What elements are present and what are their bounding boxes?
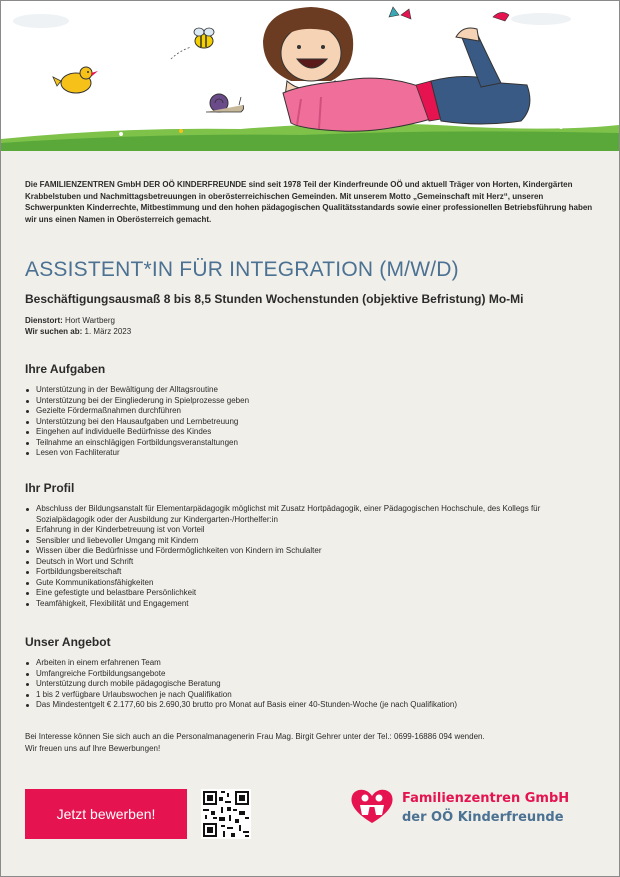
list-item: Eingehen auf individuelle Bedürfnisse des Kindes: [25, 427, 597, 438]
thanks-line: Wir freuen uns auf Ihre Bewerbungen!: [25, 743, 161, 753]
list-item: Deutsch in Wort und Schrift: [25, 557, 597, 568]
employment-scope: Beschäftigungsausmaß 8 bis 8,5 Stunden Wochenstunden (objektive Befristung) Mo-Mi: [25, 292, 524, 306]
list-item: Unterstützung in der Bewältigung der Alltagsroutine: [25, 385, 597, 396]
location-row: [25, 316, 597, 327]
location-label: Dienstort:: [25, 316, 63, 325]
intro-text: Die FAMILIENZENTREN GmbH DER OÖ KINDERFREUNDE sind seit 1978 Teil der Kinderfreunde OÖ und aktuell Träger von Horten, Kindergärten Krabbelstuben und Nachmittagsbetreuungen in oberösterreichischen Gemeinden. Mit unserem Motto „Gemeinschaft mit Herz“, unseren Schwerpunkten Kinderrechte, Mitbestimmung und den hohen pädagogischen Qualitätsstandards sowie einer professionellen Betriebsführung haben wir uns einen Namen in Oberösterreich gemacht.: [25, 180, 593, 224]
logo-text: [402, 789, 569, 827]
tasks-heading: Ihre Aufgaben: [25, 362, 106, 376]
apply-button[interactable]: Jetzt bewerben!: [25, 789, 187, 839]
girl-figure: [263, 7, 530, 131]
girl-lying-on-grass-illustration: [1, 1, 619, 161]
list-item: Teilnahme an einschlägigen Fortbildungsveranstaltungen: [25, 438, 597, 449]
list-item: Das Mindestentgelt € 2.177,60 bis 2.690,30 brutto pro Monat auf Basis einer 40-Stunden-Woche (je nach Qualifikation): [25, 700, 597, 711]
logo-line-2: der OÖ Kinderfreunde: [402, 810, 564, 825]
list-item: Eine gefestigte und belastbare Persönlichkeit: [25, 588, 597, 599]
location-value: Hort Wartberg: [65, 316, 115, 325]
profile-heading: Ihr Profil: [25, 481, 75, 495]
list-item: Lesen von Fachliteratur: [25, 448, 597, 459]
bee-icon: [171, 28, 214, 59]
tasks-section: [25, 362, 597, 459]
contact-line: Bei Interesse können Sie sich auch an die Personalmanagenerin Frau Mag. Birgit Gehrer unter der Tel.: 0699-16886 094 wenden.: [25, 732, 485, 741]
list-item: Unterstützung durch mobile pädagogische Beratung: [25, 679, 597, 690]
bird-icon: [53, 67, 98, 93]
company-logo: [347, 787, 597, 827]
list-item: Wissen über die Bedürfnisse und Fördermöglichkeiten von Kindern im Schulalter: [25, 546, 597, 557]
list-item: Unterstützung bei den Hausaufgaben und Lernbetreuung: [25, 417, 597, 428]
tasks-list: [25, 385, 597, 459]
list-item: Fortbildungsbereitschaft: [25, 567, 597, 578]
list-item: Gute Kommunikationsfähigkeiten: [25, 578, 597, 589]
list-item: Sensibler und liebevoller Umgang mit Kindern: [25, 536, 597, 547]
offer-section: [25, 635, 597, 711]
snail-icon: [206, 94, 244, 112]
hero-illustration: [1, 1, 619, 161]
two-children-heart-icon: [347, 787, 397, 825]
start-value: 1. März 2023: [84, 326, 132, 336]
list-item: Abschluss der Bildungsanstalt für Elementarpädagogik möglichst mit Zusatz Hortpädagogik, einer Pädagogischen Hochschule, des Kollegs für Sozialpädagogik oder der Ausbildung zur Kindergarten-/Horthelfer:in: [25, 504, 597, 525]
list-item: Erfahrung in der Kinderbetreuung ist von Vorteil: [25, 525, 597, 536]
job-meta: [25, 316, 597, 337]
qr-code-icon[interactable]: [201, 789, 251, 839]
butterfly-icon: [389, 7, 411, 19]
closing-text: [25, 731, 597, 754]
list-item: Unterstützung bei der Eingliederung in Spielprozesse geben: [25, 396, 597, 407]
offer-list: [25, 658, 597, 711]
list-item: Arbeiten in einem erfahrenen Team: [25, 658, 597, 669]
logo-line-1: Familienzentren GmbH: [402, 791, 570, 806]
start-label: Wir suchen ab:: [25, 326, 83, 336]
start-row: [25, 327, 597, 338]
profile-list: [25, 504, 597, 609]
profile-section: [25, 481, 597, 609]
list-item: Teamfähigkeit, Flexibilität und Engagement: [25, 599, 597, 610]
job-title: ASSISTENT*IN FÜR INTEGRATION (M/W/D): [25, 258, 459, 281]
intro-block: [25, 179, 597, 337]
list-item: Umfangreiche Fortbildungsangebote: [25, 669, 597, 680]
offer-heading: Unser Angebot: [25, 635, 111, 649]
list-item: 1 bis 2 verfügbare Urlaubswochen je nach Qualifikation: [25, 690, 597, 701]
list-item: Gezielte Fördermaßnahmen durchführen: [25, 406, 597, 417]
